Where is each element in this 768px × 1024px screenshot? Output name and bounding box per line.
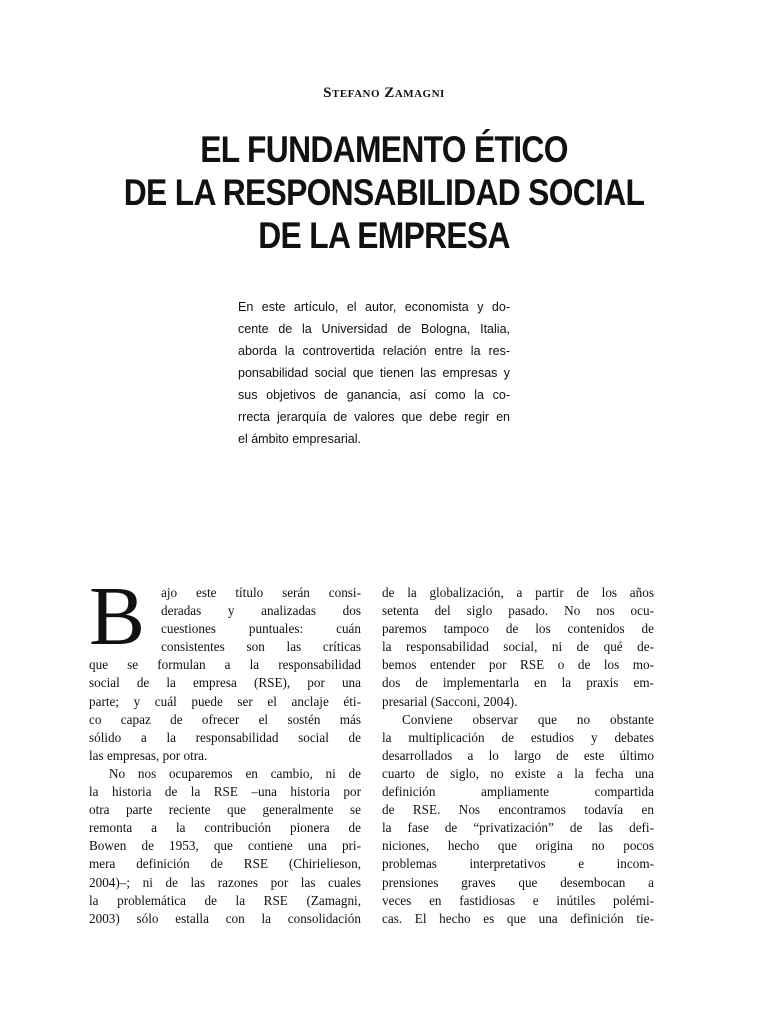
drop-cap: B	[89, 570, 146, 663]
body-column-right	[382, 584, 654, 928]
title-line-1: EL FUNDAMENTO ÉTICO	[200, 129, 568, 170]
body-line: sólido a la responsabilidad social de	[89, 729, 361, 745]
body-line: ajo este título serán consi-	[161, 585, 361, 600]
body-line: de la globalización, a partir de los años	[382, 585, 654, 600]
body-column-left	[89, 570, 361, 928]
body-line: bemos entender por RSE o de los mo-	[382, 657, 654, 673]
body-line: social de la empresa (RSE), por una	[89, 675, 361, 691]
abstract	[238, 296, 510, 450]
body-line: otra parte reciente que generalmente se	[89, 802, 361, 818]
body-line: 2003) sólo estalla con la consolidación	[89, 910, 361, 926]
body-line: veces en fastidiosas e inútiles polémi-	[382, 892, 654, 908]
abstract-line: el ámbito empresarial.	[238, 432, 361, 446]
body-line: 2004)–; ni de las razones por las cuales	[89, 874, 361, 890]
article-title	[54, 128, 714, 257]
abstract-line: sus objetivos de ganancia, así como la co-	[238, 388, 510, 402]
body-line: Bowen de 1953, que contiene una pri-	[89, 838, 361, 854]
body-line: cuarto de siglo, no existe a la fecha una	[382, 765, 654, 781]
body-line: paremos tampoco de los contenidos de	[382, 621, 654, 637]
body-line: deradas y analizadas dos	[161, 603, 361, 619]
body-line: parte; y cuál puede ser el anclaje éti-	[89, 693, 361, 709]
body-line: definición ampliamente compartida	[382, 784, 654, 800]
abstract-line: rrecta jerarquía de valores que debe regir en	[238, 410, 510, 424]
body-line: dos de implementarla en la praxis em-	[382, 675, 654, 691]
body-line: prensiones graves que desembocan a	[382, 874, 654, 890]
body-line: problemas interpretativos e incom-	[382, 856, 654, 872]
body-line: de RSE. Nos encontramos todavía en	[382, 802, 654, 818]
author-name: Stefano Zamagni	[323, 85, 445, 101]
abstract-line: ponsabilidad social que tienen las empresas y	[238, 366, 510, 380]
body-line: niciones, hecho que origina no pocos	[382, 838, 654, 854]
body-line: Conviene observar que no obstante	[402, 711, 654, 727]
body-line: cuestiones puntuales: cuán	[161, 621, 361, 637]
body-line: la responsabilidad social, ni de qué de-	[382, 639, 654, 655]
title-line-2: DE LA RESPONSABILIDAD SOCIAL	[123, 172, 645, 213]
title-line-3: DE LA EMPRESA	[258, 215, 510, 256]
abstract-line: En este artículo, el autor, economista y do-	[238, 300, 510, 314]
body-line: que se formulan a la responsabilidad	[89, 657, 361, 673]
body-line: desarrollados a lo largo de este último	[382, 747, 654, 763]
body-line: mera definición de RSE (Chirielieson,	[89, 856, 361, 872]
body-line: co capaz de ofrecer el sostén más	[89, 711, 361, 727]
body-line: la historia de la RSE –una historia por	[89, 784, 361, 800]
body-line: la multiplicación de estudios y debates	[382, 729, 654, 745]
body-line: la fase de “privatización” de las defi-	[382, 820, 654, 836]
body-line: consistentes son las críticas	[161, 639, 361, 655]
body-line: setenta del siglo pasado. No nos ocu-	[382, 603, 654, 619]
abstract-line: cente de la Universidad de Bologna, Italia,	[238, 322, 510, 336]
body-line: cas. El hecho es que una definición tie-	[382, 910, 654, 926]
body-line: No nos ocuparemos en cambio, ni de	[109, 765, 361, 781]
abstract-line: aborda la controvertida relación entre la res-	[238, 344, 510, 358]
body-line: la problemática de la RSE (Zamagni,	[89, 892, 361, 908]
body-line: presarial (Sacconi, 2004).	[382, 693, 518, 709]
body-line: remonta a la contribución pionera de	[89, 820, 361, 836]
body-line: las empresas, por otra.	[89, 747, 208, 763]
